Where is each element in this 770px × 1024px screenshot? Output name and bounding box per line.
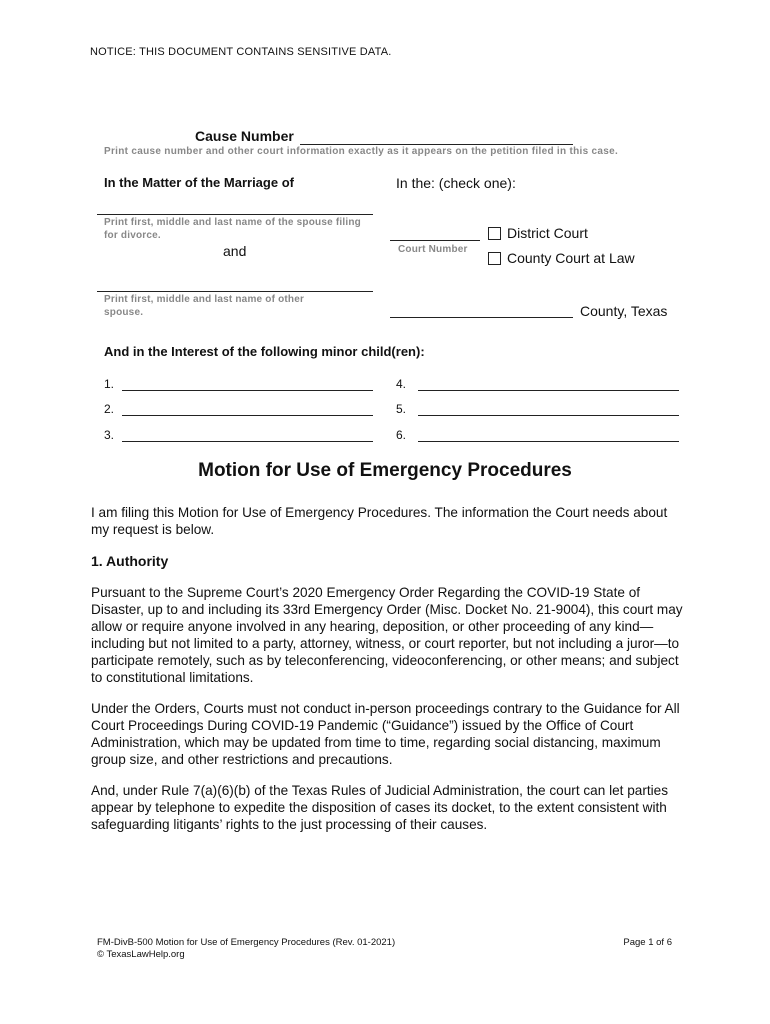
child-name-field[interactable] <box>418 377 679 391</box>
spouse1-hint: Print first, middle and last name of the spouse filing for divorce. <box>104 217 361 241</box>
district-court-option[interactable] <box>488 225 588 241</box>
footer-form-id: FM-DivB-500 Motion for Use of Emergency Procedures (Rev. 01-2021) <box>97 937 396 948</box>
cause-number-hint: Print cause number and other court information exactly as it appears on the petition filed in this case. <box>104 146 619 157</box>
sensitive-data-notice: NOTICE: THIS DOCUMENT CONTAINS SENSITIVE DATA. <box>90 46 392 58</box>
intro-paragraph: I am filing this Motion for Use of Emergency Procedures. The information the Court needs about my request is below. <box>91 505 668 537</box>
child-number: 5. <box>396 402 407 416</box>
child-name-field[interactable] <box>122 377 373 391</box>
child-number: 4. <box>396 377 407 391</box>
court-type-label: In the: (check one): <box>396 175 516 191</box>
page-number: Page 1 of 6 <box>623 937 672 948</box>
county-texas-label: County, Texas <box>580 303 668 319</box>
child-number: 1. <box>104 377 115 391</box>
footer-site: © TexasLawHelp.org <box>97 949 185 960</box>
cause-number-label: Cause Number <box>195 128 294 144</box>
cause-number-field[interactable] <box>300 130 573 145</box>
footer-form-info <box>97 937 395 961</box>
document-title: Motion for Use of Emergency Procedures <box>198 460 572 481</box>
spouse1-name-field[interactable] <box>97 200 373 215</box>
court-number-hint: Court Number <box>398 244 468 255</box>
authority-paragraph-3: And, under Rule 7(a)(6)(b) of the Texas Rules of Judicial Administration, the court can let parties appear by telephone to expedite the disposition of cases its docket, to the extent consistent with safeguarding litigants’ rights to the just processing of their causes. <box>91 783 669 832</box>
county-court-label: County Court at Law <box>507 250 635 266</box>
county-court-checkbox[interactable] <box>488 252 501 265</box>
child-name-field[interactable] <box>418 428 679 442</box>
district-court-checkbox[interactable] <box>488 227 501 240</box>
court-number-field[interactable] <box>390 226 480 241</box>
child-name-field[interactable] <box>122 428 373 442</box>
minor-children-label: And in the Interest of the following minor child(ren): <box>104 344 425 359</box>
district-court-label: District Court <box>507 225 588 241</box>
authority-paragraph-2: Under the Orders, Courts must not conduct in-person proceedings contrary to the Guidance for All Court Proceedings During COVID-19 Pandemic (“Guidance”) issued by the Office of Court Administration, which may be updated from time to time, regarding social distancing, maximum group size, and other restrictions and precautions. <box>91 701 680 767</box>
child-number: 2. <box>104 402 115 416</box>
marriage-of-label: In the Matter of the Marriage of <box>104 175 294 190</box>
county-court-option[interactable] <box>488 250 635 266</box>
child-name-field[interactable] <box>418 402 679 416</box>
spouse2-hint: Print first, middle and last name of other spouse. <box>104 294 305 318</box>
authority-paragraph-1: Pursuant to the Supreme Court’s 2020 Emergency Order Regarding the COVID-19 State of Disaster, up to and including its 33rd Emergency Order (Misc. Docket No. 21-9004), this court may allow or require anyone involved in any hearing, deposition, or other proceeding of any kind—including but not limited to a party, attorney, witness, or court reporter, but not including a juror—to participate remotely, such as by teleconferencing, videoconferencing, or other means; and subject to constitutional limitations. <box>91 585 683 685</box>
county-name-field[interactable] <box>390 303 573 318</box>
child-number: 6. <box>396 428 407 442</box>
child-name-field[interactable] <box>122 402 373 416</box>
and-label: and <box>223 243 247 259</box>
spouse2-name-field[interactable] <box>97 277 373 292</box>
section-heading: 1. Authority <box>91 553 169 569</box>
child-number: 3. <box>104 428 115 442</box>
